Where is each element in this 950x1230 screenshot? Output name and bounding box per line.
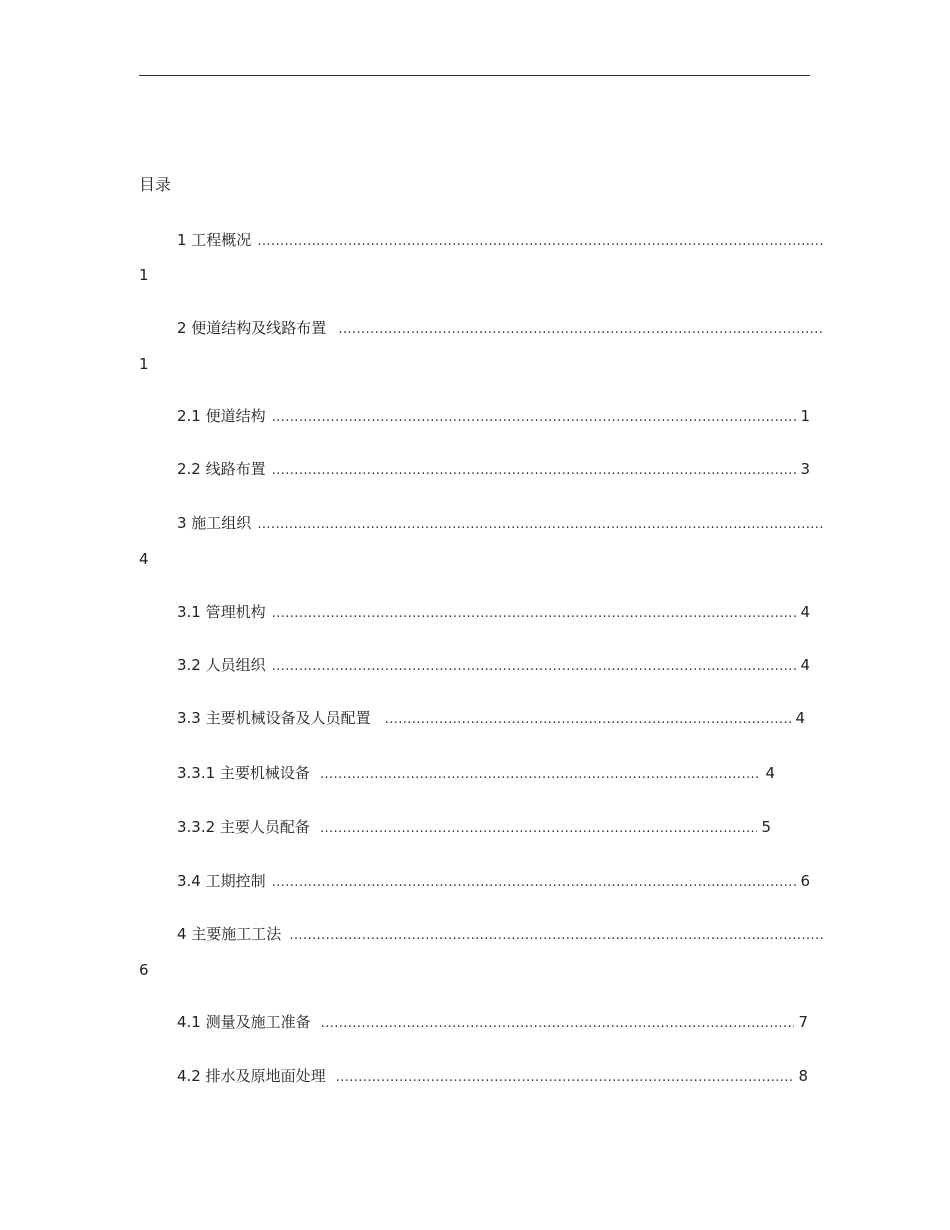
- toc-entry-page: 1: [800, 407, 810, 425]
- toc-entry-page: 4: [765, 764, 775, 782]
- toc-entry[interactable]: [177, 406, 810, 428]
- toc-entry-page: 5: [761, 818, 771, 836]
- toc-leader: [272, 657, 797, 677]
- toc-leader: [338, 320, 822, 340]
- toc-title: 目录: [139, 175, 172, 194]
- toc-entry-label: 3.3.1 主要机械设备: [177, 764, 310, 782]
- toc-entry[interactable]: [177, 655, 810, 677]
- toc-leader: [257, 515, 825, 535]
- toc-leader: [272, 604, 797, 624]
- toc-entry-label: 4.1 测量及施工准备: [177, 1013, 311, 1031]
- toc-entry-label: 2.1 便道结构: [177, 407, 266, 425]
- toc-entry[interactable]: [177, 871, 810, 893]
- toc-entry-label: 1 工程概况: [177, 231, 252, 249]
- toc-entry-label: 3.2 人员组织: [177, 656, 266, 674]
- toc-leader: [321, 1014, 795, 1034]
- toc-leader: [320, 819, 758, 839]
- toc-entry-label: 2 便道结构及线路布置: [177, 319, 327, 337]
- toc-entry[interactable]: [177, 1066, 808, 1088]
- toc-entry-page: 4: [139, 550, 149, 568]
- toc-entry[interactable]: [177, 459, 810, 481]
- toc-entry[interactable]: [177, 763, 775, 785]
- toc-entry-page: 6: [800, 872, 810, 890]
- toc-entry-label: 4 主要施工工法: [177, 925, 282, 943]
- toc-leader: [385, 710, 792, 730]
- toc-leader: [257, 232, 825, 252]
- header-rule: [139, 75, 810, 76]
- toc-entry-label: 2.2 线路布置: [177, 460, 266, 478]
- toc-entry-page: 4: [800, 603, 810, 621]
- toc-entry[interactable]: [177, 230, 825, 252]
- toc-entry-label: 4.2 排水及原地面处理: [177, 1067, 326, 1085]
- toc-entry-label: 3 施工组织: [177, 514, 252, 532]
- toc-entry-page: 6: [139, 961, 149, 979]
- toc-leader: [320, 765, 762, 785]
- toc-entry-page: 8: [798, 1067, 808, 1085]
- toc-entry-page: 4: [795, 709, 805, 727]
- toc-entry-label: 3.3.2 主要人员配备: [177, 818, 310, 836]
- toc-leader: [272, 873, 797, 893]
- toc-entry-label: 3.1 管理机构: [177, 603, 266, 621]
- toc-entry[interactable]: [177, 318, 822, 340]
- toc-entry-page: 7: [798, 1013, 808, 1031]
- toc-entry-label: 3.3 主要机械设备及人员配置: [177, 709, 371, 727]
- toc-entry[interactable]: [177, 1012, 808, 1034]
- toc-entry[interactable]: [177, 924, 825, 946]
- toc-leader: [272, 461, 797, 481]
- toc-leader: [336, 1068, 795, 1088]
- toc-entry[interactable]: [177, 513, 825, 535]
- toc-entry-page: 4: [800, 656, 810, 674]
- toc-entry[interactable]: [177, 602, 810, 624]
- toc-entry-page: 3: [800, 460, 810, 478]
- toc-entry-page: 1: [139, 266, 149, 284]
- toc-entry-label: 3.4 工期控制: [177, 872, 266, 890]
- toc-entry[interactable]: [177, 708, 805, 730]
- toc-leader: [289, 926, 825, 946]
- toc-leader: [272, 408, 797, 428]
- toc-entry[interactable]: [177, 817, 771, 839]
- toc-entry-page: 1: [139, 355, 149, 373]
